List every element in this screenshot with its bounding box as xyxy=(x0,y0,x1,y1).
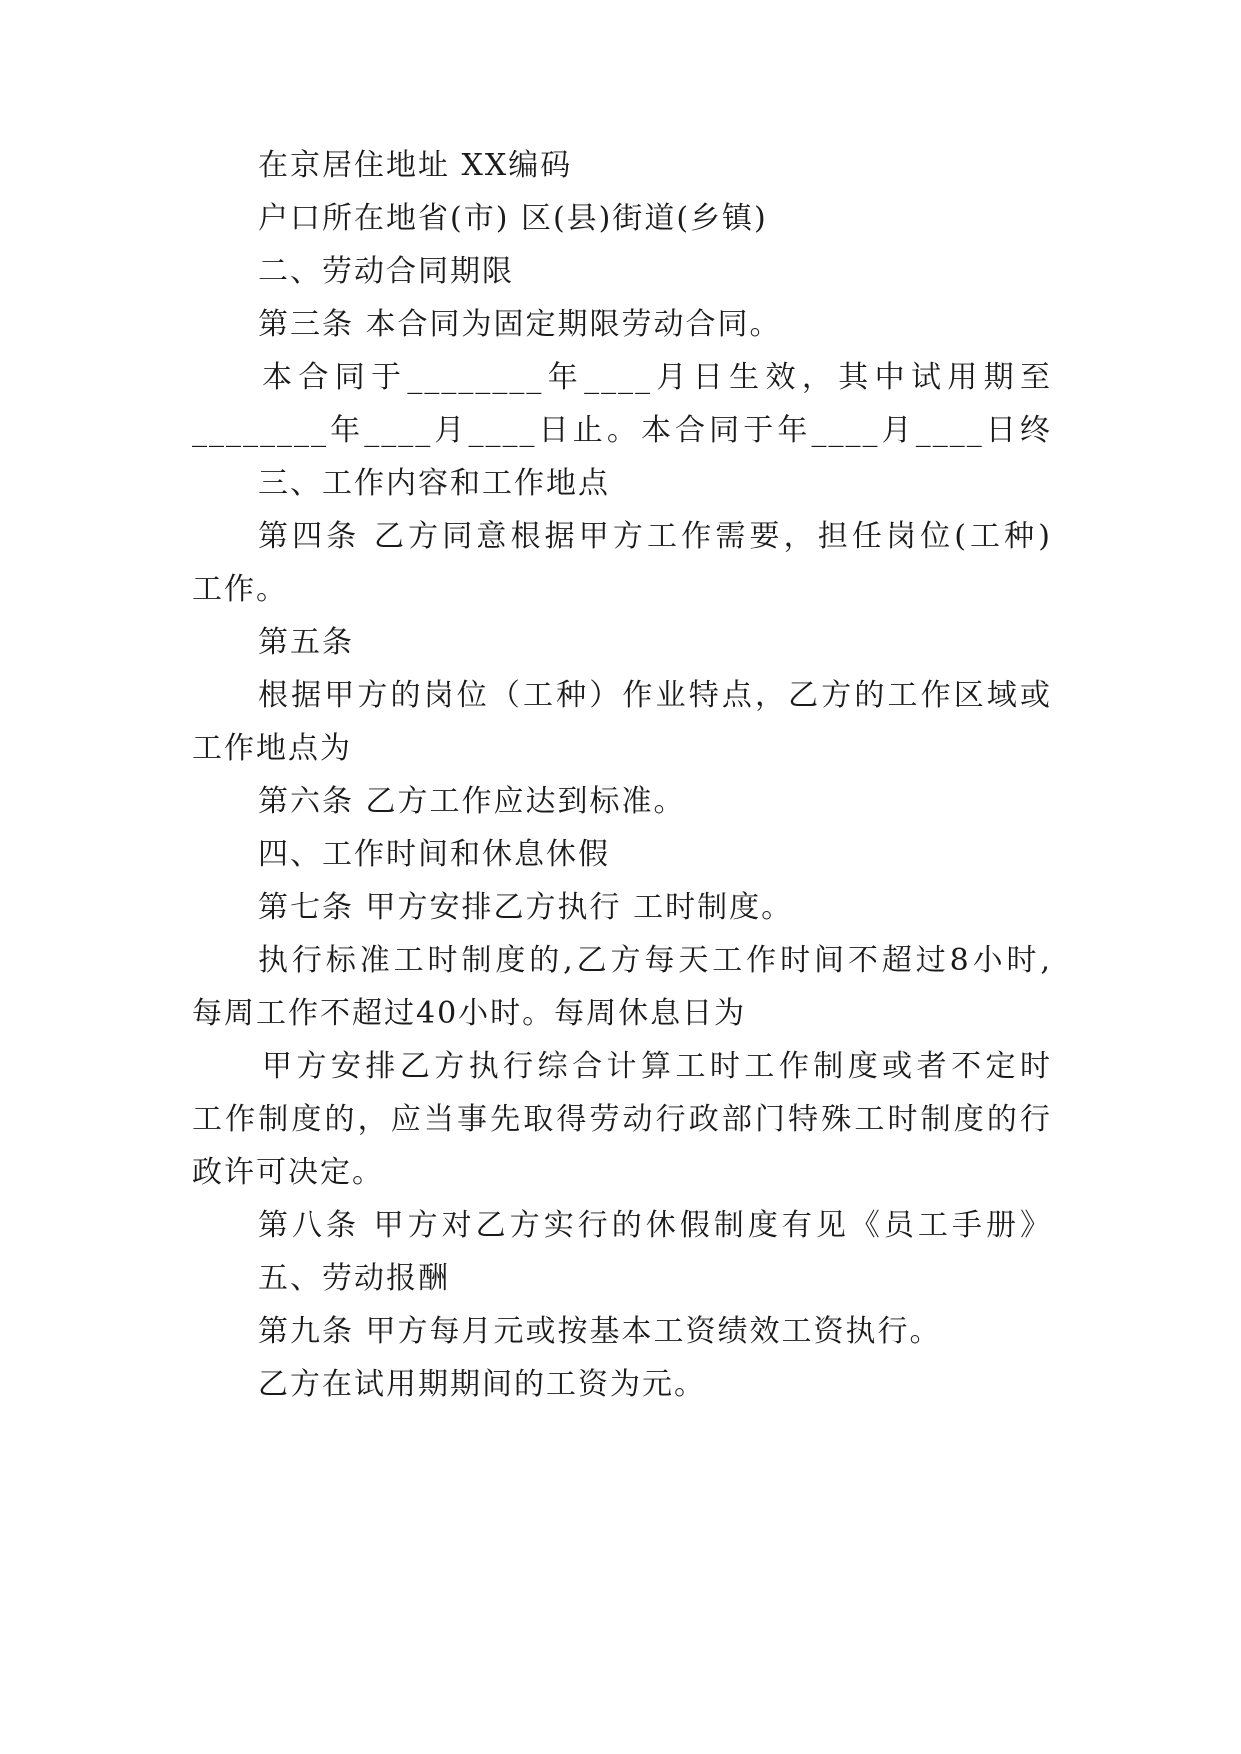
text-line-flexible-hours: 甲方安排乙方执行综合计算工时工作制度或者不定时 xyxy=(262,1049,1052,1084)
article-5: 第五条 xyxy=(258,625,354,660)
article-7: 第七条 甲方安排乙方执行 工时制度。 xyxy=(258,890,794,925)
text-line-probation-salary: 乙方在试用期期间的工资为元。 xyxy=(258,1367,706,1402)
article-9: 第九条 甲方每月元或按基本工资绩效工资执行。 xyxy=(258,1314,942,1349)
text-line-weekly-hours: 每周工作不超过40小时。每周休息日为 xyxy=(192,996,747,1031)
text-line-end-date: ________年____月____日止。本合同于年____月____日终 xyxy=(192,413,1052,448)
article-3: 第三条 本合同为固定期限劳动合同。 xyxy=(258,307,782,342)
article-6: 第六条 乙方工作应达到标准。 xyxy=(258,784,686,819)
article-8: 第八条 甲方对乙方实行的休假制度有见《员工手册》 xyxy=(258,1208,1052,1243)
article-4: 第四条 乙方同意根据甲方工作需要，担任岗位(工种) xyxy=(258,519,1052,554)
text-line-standard-hours: 执行标准工时制度的,乙方每天工作时间不超过8小时, xyxy=(258,943,1052,978)
text-line-hukou-location: 户口所在地省(市) 区(县)街道(乡镇) xyxy=(258,201,768,236)
section-heading-contract-term: 二、劳动合同期限 xyxy=(258,254,514,289)
text-line-residence-address: 在京居住地址 XX编码 xyxy=(258,148,573,183)
section-heading-work-content: 三、工作内容和工作地点 xyxy=(258,466,610,501)
section-heading-remuneration: 五、劳动报酬 xyxy=(258,1261,450,1296)
text-line-effective-date: 本合同于________年____月日生效，其中试用期至 xyxy=(262,360,1052,395)
text-line-work: 工作。 xyxy=(192,572,288,607)
text-line-work-location: 工作地点为 xyxy=(192,731,352,766)
text-line-approval: 工作制度的，应当事先取得劳动行政部门特殊工时制度的行 xyxy=(192,1102,1052,1137)
text-line-permit: 政许可决定。 xyxy=(192,1155,384,1190)
text-line-work-area: 根据甲方的岗位（工种）作业特点，乙方的工作区域或 xyxy=(258,678,1052,713)
section-heading-working-hours: 四、工作时间和休息休假 xyxy=(258,837,610,872)
